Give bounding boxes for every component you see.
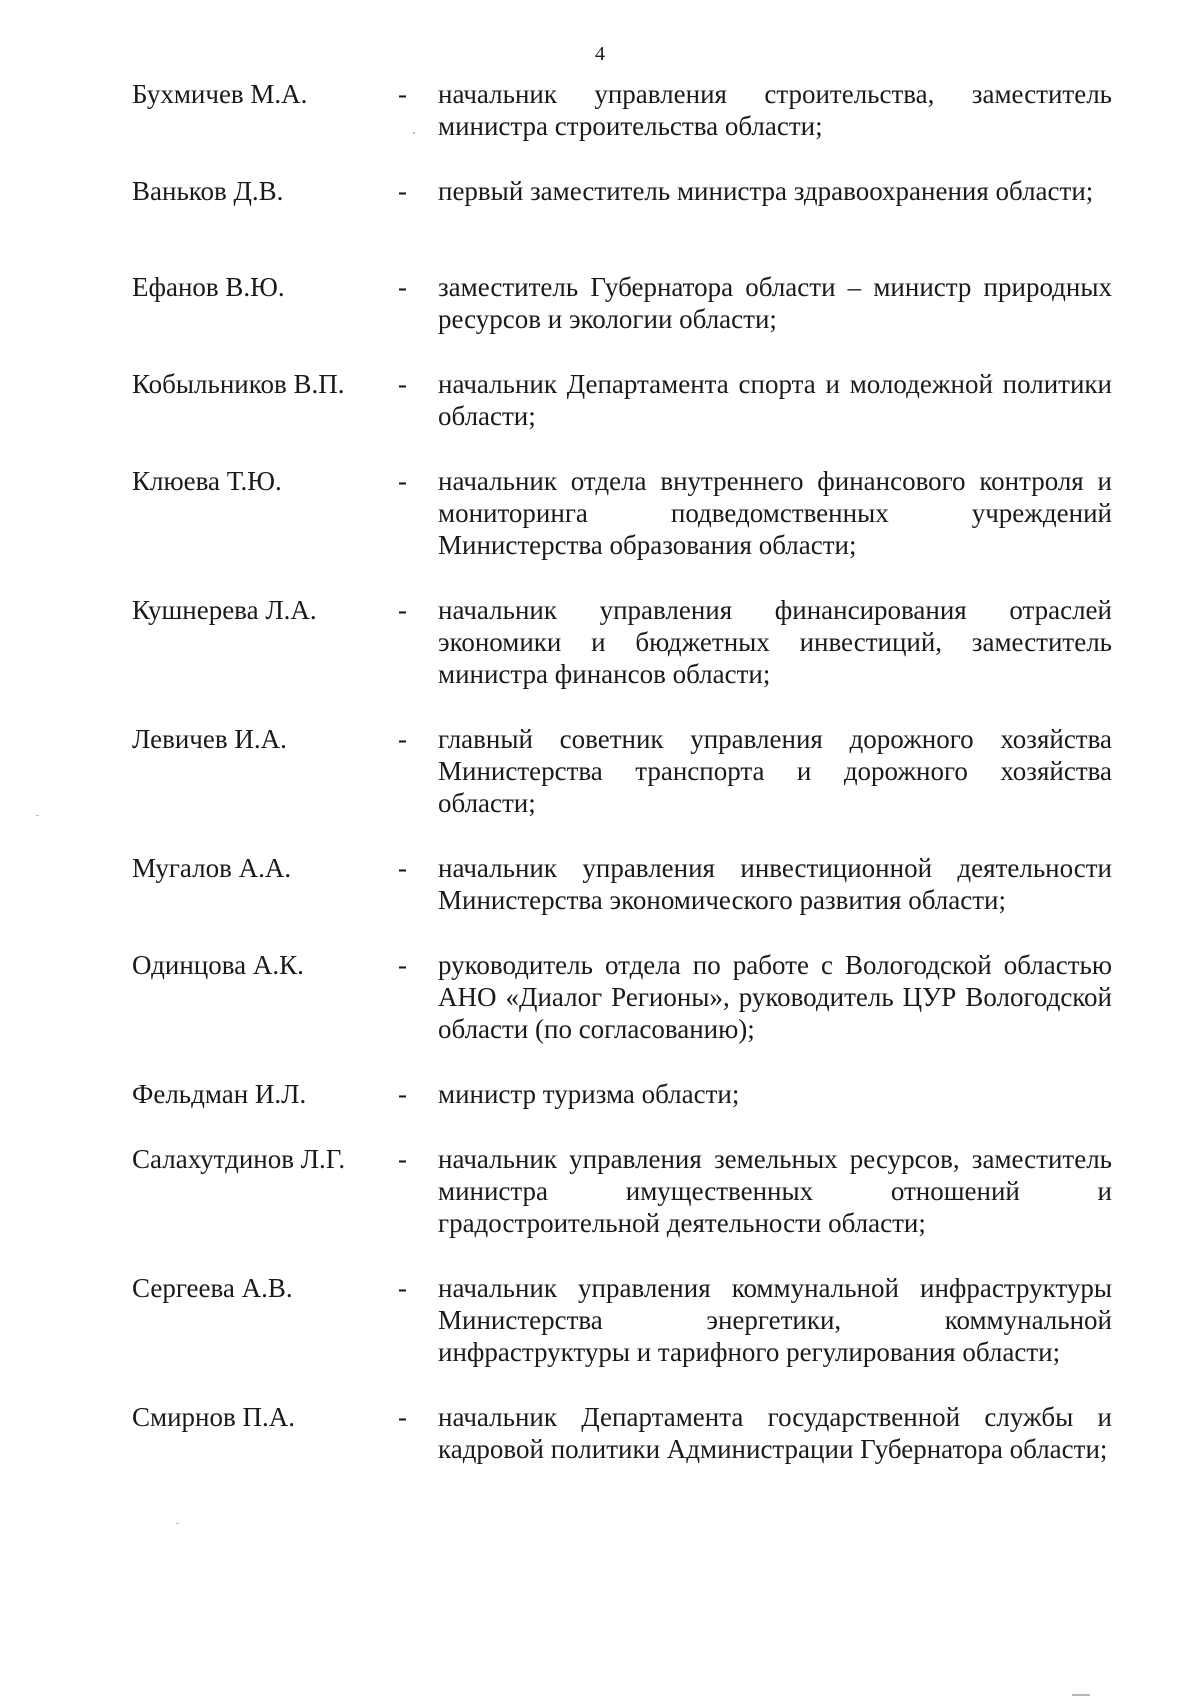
member-role: начальник Департамента государственной службы и кадровой политики Администрации Губернатора области; <box>438 1402 1112 1464</box>
member-name: Смирнов П.А. <box>132 1402 295 1432</box>
scan-speck <box>176 1523 179 1524</box>
page-number: 4 <box>595 43 605 65</box>
member-role: заместитель Губернатора области – министр природных ресурсов и экологии области; <box>438 272 1112 334</box>
member-dash: - <box>398 272 407 302</box>
member-role: начальник управления финансирования отраслей экономики и бюджетных инвестиций, заместитель министра финансов области; <box>438 595 1112 689</box>
member-dash: - <box>398 950 407 980</box>
member-dash: - <box>398 176 407 206</box>
member-name: Ваньков Д.В. <box>132 176 284 206</box>
member-role: начальник управления инвестиционной деятельности Министерства экономического развития области; <box>438 853 1112 915</box>
member-role: министр туризма области; <box>438 1079 740 1109</box>
member-role: начальник управления коммунальной инфраструктуры Министерства энергетики, коммунальной инфраструктуры и тарифного регулирования области; <box>438 1273 1112 1367</box>
scan-speck <box>413 132 415 134</box>
member-role: начальник Департамента спорта и молодежной политики области; <box>438 369 1112 431</box>
member-name: Левичев И.А. <box>132 724 287 754</box>
scan-speck <box>36 815 39 816</box>
member-name: Сергеева А.В. <box>132 1273 293 1303</box>
member-role: руководитель отдела по работе с Вологодской областью АНО «Диалог Регионы», руководитель ЦУР Вологодской области (по согласованию); <box>438 950 1112 1044</box>
member-role: первый заместитель министра здравоохранения области; <box>438 176 1094 206</box>
member-name: Мугалов А.А. <box>132 853 292 883</box>
scan-speck <box>1072 1694 1090 1696</box>
member-name: Ефанов В.Ю. <box>132 272 285 302</box>
member-dash: - <box>398 1144 407 1174</box>
member-name: Клюева Т.Ю. <box>132 466 282 496</box>
member-dash: - <box>398 1402 407 1432</box>
member-dash: - <box>398 1079 407 1109</box>
member-name: Кушнерева Л.А. <box>132 595 317 625</box>
member-dash: - <box>398 466 407 496</box>
member-role: главный советник управления дорожного хозяйства Министерства транспорта и дорожного хозяйства области; <box>438 724 1112 818</box>
member-dash: - <box>398 1273 407 1303</box>
member-name: Фельдман И.Л. <box>132 1079 307 1109</box>
member-dash: - <box>398 369 407 399</box>
member-name: Кобыльников В.П. <box>132 369 345 399</box>
member-name: Бухмичев М.А. <box>132 79 308 109</box>
member-dash: - <box>398 595 407 625</box>
member-name: Одинцова А.К. <box>132 950 304 980</box>
member-role: начальник управления строительства, заместитель министра строительства области; <box>438 79 1112 141</box>
member-role: начальник отдела внутреннего финансового контроля и мониторинга подведомственных учреждений Министерства образования области; <box>438 466 1112 560</box>
member-name: Салахутдинов Л.Г. <box>132 1144 346 1174</box>
member-dash: - <box>398 79 407 109</box>
member-role: начальник управления земельных ресурсов, заместитель министра имущественных отношений и градостроительной деятельности области; <box>438 1144 1112 1238</box>
member-dash: - <box>398 724 407 754</box>
member-dash: - <box>398 853 407 883</box>
